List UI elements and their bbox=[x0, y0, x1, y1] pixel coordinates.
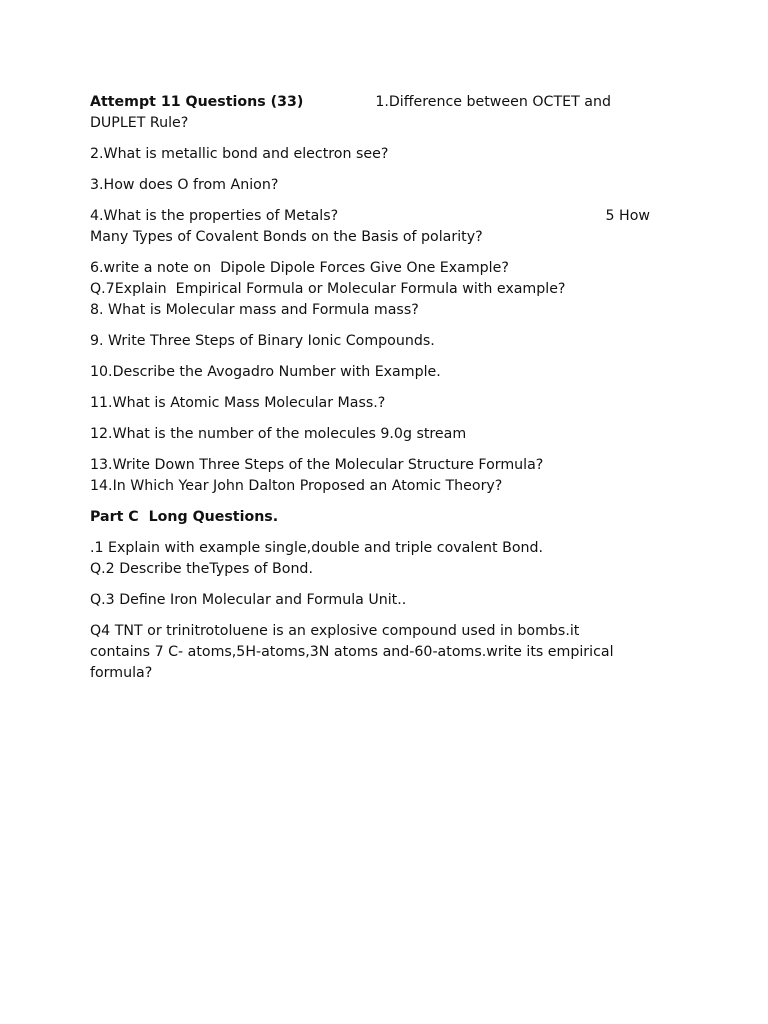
question-3-text: 3.How does O from Anion? bbox=[90, 177, 279, 193]
header-block bbox=[90, 92, 650, 134]
question-11-text: 11.What is Atomic Mass Molecular Mass.? bbox=[90, 395, 386, 411]
long-question-3-text: Q.3 Define Iron Molecular and Formula Unit.. bbox=[90, 592, 407, 608]
question-2-text: 2.What is metallic bond and electron see? bbox=[90, 146, 389, 162]
question-5-part1: 5 How bbox=[605, 208, 650, 224]
question-1-part2: DUPLET Rule? bbox=[90, 115, 189, 131]
part-c-heading-block bbox=[90, 507, 650, 528]
part-c-heading: Part C Long Questions. bbox=[90, 509, 279, 525]
question-13-text: 13.Write Down Three Steps of the Molecular Structure Formula? bbox=[90, 457, 544, 473]
question-4-5 bbox=[90, 206, 650, 248]
question-7 bbox=[90, 279, 650, 300]
question-14 bbox=[90, 476, 650, 497]
long-question-1 bbox=[90, 538, 650, 559]
question-1-part1: 1.Difference between OCTET and bbox=[375, 94, 611, 110]
long-question-4-line-3: formula? bbox=[90, 665, 153, 681]
question-3 bbox=[90, 175, 650, 196]
long-question-2 bbox=[90, 559, 650, 580]
long-question-4-line-2: contains 7 C- atoms,5H-atoms,3N atoms and-60-atoms.write its empirical bbox=[90, 644, 614, 660]
long-question-3 bbox=[90, 590, 650, 611]
question-8 bbox=[90, 300, 650, 321]
question-9-text: 9. Write Three Steps of Binary Ionic Compounds. bbox=[90, 333, 435, 349]
long-question-2-text: Q.2 Describe theTypes of Bond. bbox=[90, 561, 313, 577]
question-7-text: Q.7Explain Empirical Formula or Molecular Formula with example? bbox=[90, 281, 566, 297]
question-13 bbox=[90, 455, 650, 476]
long-question-4 bbox=[90, 621, 650, 684]
question-2 bbox=[90, 144, 650, 165]
question-4-line bbox=[90, 206, 650, 227]
question-4-text: 4.What is the properties of Metals? bbox=[90, 208, 339, 224]
question-10-text: 10.Describe the Avogadro Number with Example. bbox=[90, 364, 441, 380]
question-12-text: 12.What is the number of the molecules 9.0g stream bbox=[90, 426, 467, 442]
question-5-part2: Many Types of Covalent Bonds on the Basis of polarity? bbox=[90, 229, 483, 245]
question-6 bbox=[90, 258, 650, 279]
question-6-text: 6.write a note on Dipole Dipole Forces Give One Example? bbox=[90, 260, 509, 276]
question-12 bbox=[90, 424, 650, 445]
long-question-1-text: .1 Explain with example single,double and triple covalent Bond. bbox=[90, 540, 544, 556]
header-line bbox=[90, 92, 650, 113]
question-14-text: 14.In Which Year John Dalton Proposed an Atomic Theory? bbox=[90, 478, 503, 494]
question-9 bbox=[90, 331, 650, 352]
question-8-text: 8. What is Molecular mass and Formula mass? bbox=[90, 302, 419, 318]
question-10 bbox=[90, 362, 650, 383]
page-title: Attempt 11 Questions (33) bbox=[90, 94, 304, 110]
long-question-4-line-1: Q4 TNT or trinitrotoluene is an explosive compound used in bombs.it bbox=[90, 623, 580, 639]
question-11 bbox=[90, 393, 650, 414]
question-paper bbox=[90, 92, 650, 694]
